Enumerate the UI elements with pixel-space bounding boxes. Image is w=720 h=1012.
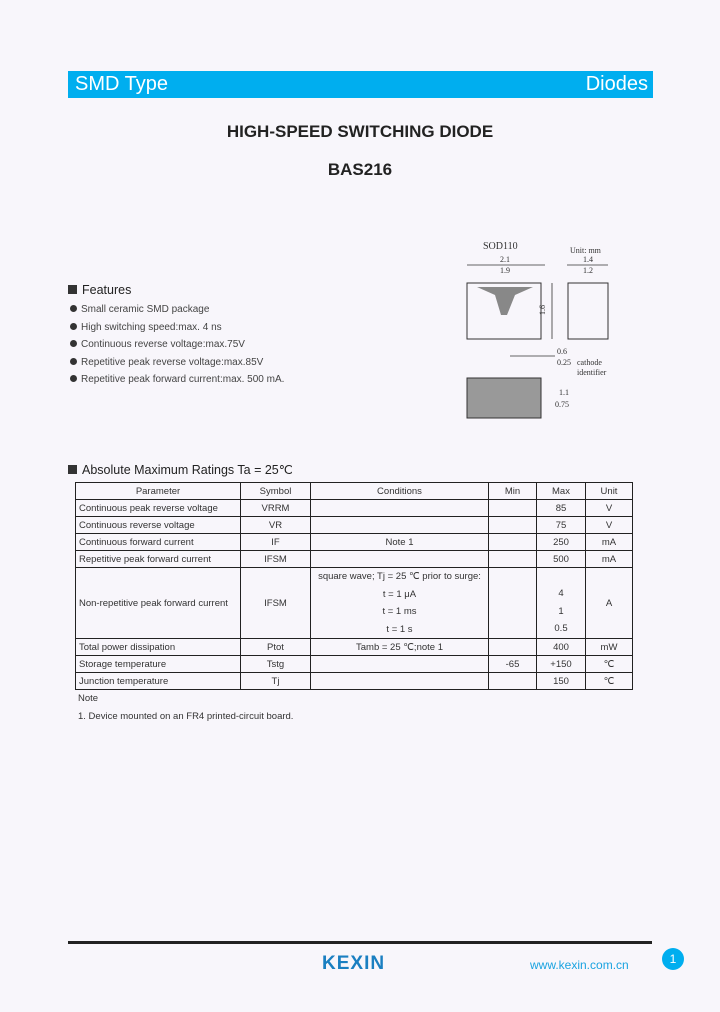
feature-item: High switching speed:max. 4 ns [70, 319, 284, 337]
feature-item: Small ceramic SMD package [70, 301, 284, 319]
cell [311, 517, 489, 534]
table-row [76, 551, 633, 568]
dim: 1.9 [500, 266, 510, 275]
table-header [76, 483, 633, 500]
dim: 0.75 [555, 400, 569, 409]
cell: mA [586, 551, 633, 568]
feature-item: Continuous reverse voltage:max.75V [70, 336, 284, 354]
header-bar [68, 71, 653, 98]
cell: Non-repetitive peak forward current [76, 568, 241, 639]
cell: ℃ [586, 656, 633, 673]
header-cell: Parameter [76, 483, 241, 500]
cell [311, 500, 489, 517]
ratings-heading [68, 462, 293, 477]
cell: V [586, 500, 633, 517]
max: 1 [558, 605, 564, 617]
cell: Junction temperature [76, 673, 241, 690]
cell: Tamb = 25 ℃;note 1 [311, 639, 489, 656]
cell [311, 673, 489, 690]
package-diagram [455, 235, 625, 425]
package-label: SOD110 [483, 241, 518, 252]
table-row [76, 500, 633, 517]
cell: 150 [537, 673, 586, 690]
cell: Continuous peak reverse voltage [76, 500, 241, 517]
cell: mA [586, 534, 633, 551]
cell: Total power dissipation [76, 639, 241, 656]
website-link[interactable]: www.kexin.com.cn [530, 958, 629, 972]
header-left: SMD Type [75, 73, 168, 95]
cell: IFSM [241, 551, 311, 568]
dim: 1.2 [583, 266, 593, 275]
cell [311, 656, 489, 673]
dim: 2.1 [500, 255, 510, 264]
cell [489, 639, 537, 656]
cell [311, 568, 489, 639]
dim: 1.4 [583, 255, 593, 264]
table-row [76, 517, 633, 534]
cell: ℃ [586, 673, 633, 690]
cell: Continuous forward current [76, 534, 241, 551]
features-heading-text: Features [82, 283, 132, 297]
cell: Storage temperature [76, 656, 241, 673]
max: 0.5 [554, 623, 568, 635]
cell: VRRM [241, 500, 311, 517]
cell [489, 551, 537, 568]
table-row [76, 639, 633, 656]
feature-item: Repetitive peak forward current:max. 500 mA. [70, 371, 284, 389]
page-title: HIGH-SPEED SWITCHING DIODE [226, 122, 494, 141]
cell [489, 673, 537, 690]
cell: IFSM [241, 568, 311, 639]
feature-item: Repetitive peak reverse voltage:max.85V [70, 354, 284, 372]
cell [489, 534, 537, 551]
cond: t = 1 ms [382, 606, 417, 617]
cell: +150 [537, 656, 586, 673]
cell: mW [586, 639, 633, 656]
cell: 250 [537, 534, 586, 551]
cell: VR [241, 517, 311, 534]
ratings-heading-text: Absolute Maximum Ratings Ta = 25℃ [82, 463, 293, 477]
table-row [76, 673, 633, 690]
dim: 0.25 [557, 358, 571, 367]
table-row [76, 568, 633, 639]
cell [311, 551, 489, 568]
dim: 0.6 [557, 347, 567, 356]
header-cell: Max [537, 483, 586, 500]
cell [489, 500, 537, 517]
cell: Continuous reverse voltage [76, 517, 241, 534]
cell: IF [241, 534, 311, 551]
cathode-label: cathode [577, 358, 602, 367]
cell: Tj [241, 673, 311, 690]
cell: Note 1 [311, 534, 489, 551]
header-cell: Unit [586, 483, 633, 500]
kexin-logo: KEXIN [322, 953, 386, 974]
max: 4 [558, 588, 564, 600]
cell: 75 [537, 517, 586, 534]
ratings-table [75, 482, 633, 690]
note-label: Note [78, 693, 99, 704]
cell: -65 [489, 656, 537, 673]
header-cell: Symbol [241, 483, 311, 500]
cell [537, 568, 586, 639]
cell: Tstg [241, 656, 311, 673]
footer-rule [68, 941, 652, 944]
cell: 400 [537, 639, 586, 656]
features-heading [68, 283, 131, 297]
cell: Ptot [241, 639, 311, 656]
table-row [76, 656, 633, 673]
note-1: 1. Device mounted on an FR4 printed-circuit board. [78, 711, 294, 722]
header-cell: Min [489, 483, 537, 500]
cell: A [586, 568, 633, 639]
unit-label: Unit: mm [570, 246, 601, 255]
identifier-label: identifier [577, 368, 607, 377]
page-number: 1 [662, 948, 684, 970]
cell: Repetitive peak forward current [76, 551, 241, 568]
table-row [76, 534, 633, 551]
cell: 85 [537, 500, 586, 517]
part-number: BAS216 [327, 160, 393, 179]
features-list [70, 301, 284, 389]
cell: V [586, 517, 633, 534]
cond: square wave; Tj = 25 ℃ prior to surge: [318, 571, 481, 582]
dim: 1.1 [559, 388, 569, 397]
cell [489, 568, 537, 639]
cell: 500 [537, 551, 586, 568]
cell [489, 517, 537, 534]
header-cell: Conditions [311, 483, 489, 500]
cond: t = 1 s [386, 623, 413, 635]
dim: 1.6 [538, 305, 547, 315]
cond: t = 1 μA [382, 588, 417, 600]
header-right: Diodes [585, 73, 648, 95]
